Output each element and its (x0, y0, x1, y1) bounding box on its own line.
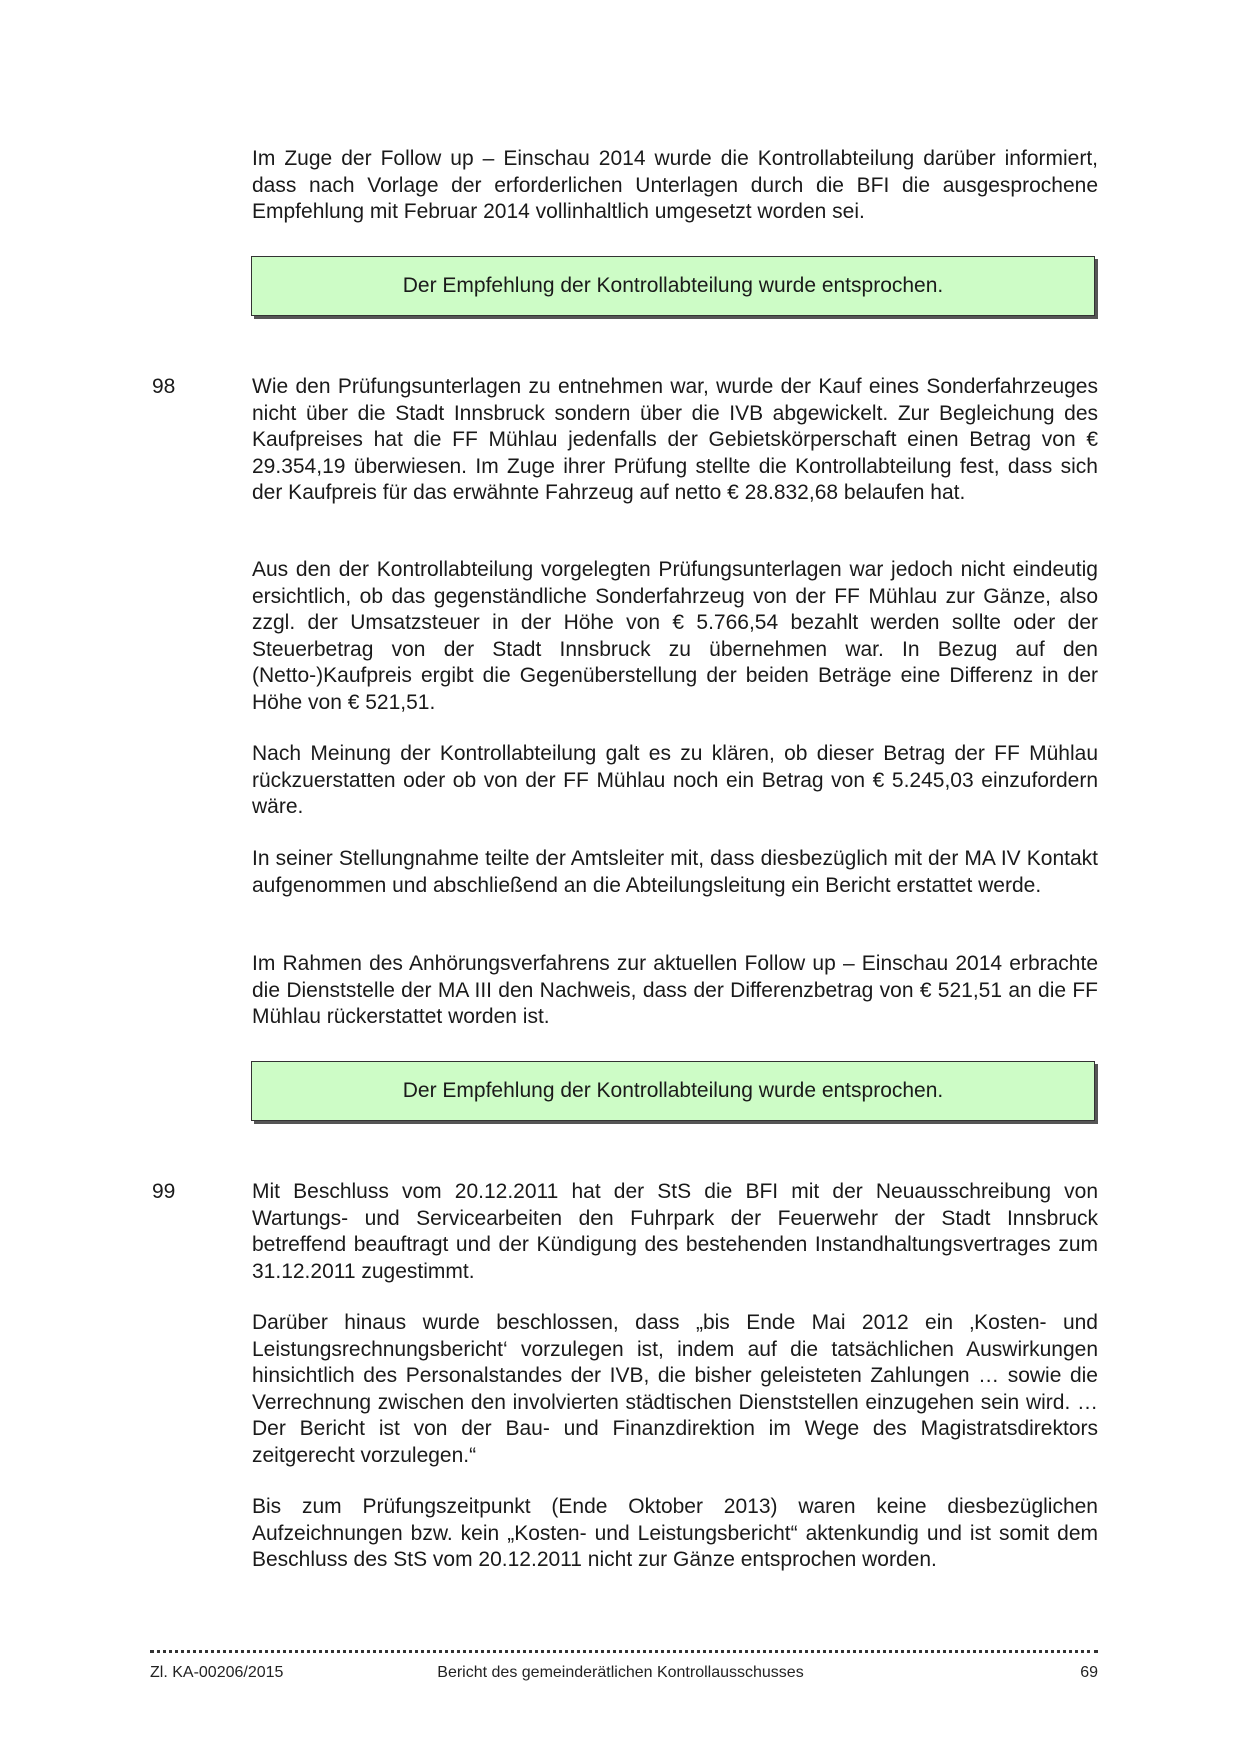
recommendation-box-text: Der Empfehlung der Kontrollabteilung wurde entsprochen. (402, 274, 944, 297)
paragraph-98-3: Nach Meinung der Kontrollabteilung galt es zu klären, ob dieser Betrag der FF Mühlau rückzuerstatten oder ob von der FF Mühlau noch ein Betrag von € 5.245,03 einzufordern wäre. (252, 742, 1098, 818)
recommendation-fulfilled-box (251, 1061, 1095, 1121)
recommendation-box-text: Der Empfehlung der Kontrollabteilung wurde entsprochen. (402, 1079, 944, 1102)
paragraph-99-2: Darüber hinaus wurde beschlossen, dass „bis Ende Mai 2012 ein ‚Kosten- und Leistungsrechnungsbericht‘ vorzulegen ist, indem auf die tatsächlichen Auswirkungen hinsichtlich des Personalstandes der IVB, die bisher geleisteten Zahlungen … sowie die Verrechnung zwischen den involvierten städtischen Dienststellen einzugehen sein wird. … Der Bericht ist von der Bau- und Finanzdirektion im Wege des Magistratsdirektors zeitgerecht vorzulegen.“ (252, 1311, 1098, 1467)
recommendation-fulfilled-box (251, 256, 1095, 316)
paragraph-98-1: Wie den Prüfungsunterlagen zu entnehmen war, wurde der Kauf eines Sonderfahrzeuges nicht über die Stadt Innsbruck sondern über die IVB abgewickelt. Zur Begleichung des Kaufpreises hat die FF Mühlau jedenfalls der Gebietskörperschaft einen Betrag von € 29.354,19 überwiesen. Im Zuge ihrer Prüfung stellte die Kontrollabteilung fest, dass sich der Kaufpreis für das erwähnte Fahrzeug auf netto € 28.832,68 belaufen hat. (252, 375, 1098, 504)
footer-reference: Zl. KA-00206/2015 (150, 1664, 284, 1681)
paragraph-98-2: Aus den der Kontrollabteilung vorgelegten Prüfungsunterlagen war jedoch nicht eindeutig ersichtlich, ob das gegenständliche Sonderfahrzeug von der FF Mühlau zur Gänze, also zzgl. der Umsatzsteuer in der Höhe von € 5.766,54 bezahlt werden sollte oder der Steuerbetrag von der Stadt Innsbruck zu übernehmen war. In Bezug auf den (Netto-)Kaufpreis ergibt die Gegenüberstellung der beiden Beträge eine Differenz in der Höhe von € 521,51. (252, 558, 1098, 714)
page-number: 69 (1080, 1664, 1098, 1681)
section-number: 98 (152, 375, 176, 398)
paragraph-99-1: Mit Beschluss vom 20.12.2011 hat der StS die BFI mit der Neuausschreibung von Wartungs- und Servicearbeiten den Fuhrpark der Feuerwehr der Stadt Innsbruck betreffend beauftragt und der Kündigung des bestehenden Instandhaltungsvertrages zum 31.12.2011 zugestimmt. (252, 1180, 1098, 1283)
footer-title: Bericht des gemeinderätlichen Kontrollausschusses (437, 1664, 804, 1681)
section-number: 99 (152, 1180, 176, 1203)
paragraph-98-4: In seiner Stellungnahme teilte der Amtsleiter mit, dass diesbezüglich mit der MA IV Kontakt aufgenommen und abschließend an die Abteilungsleitung ein Bericht erstattet werde. (252, 847, 1098, 897)
paragraph-99-3: Bis zum Prüfungszeitpunkt (Ende Oktober 2013) waren keine diesbezüglichen Aufzeichnungen bzw. kein „Kosten- und Leistungsbericht“ aktenkundig und ist somit dem Beschluss des StS vom 20.12.2011 nicht zur Gänze entsprochen worden. (252, 1495, 1098, 1571)
footer-divider (150, 1650, 1098, 1653)
paragraph-intro: Im Zuge der Follow up – Einschau 2014 wurde die Kontrollabteilung darüber informiert, dass nach Vorlage der erforderlichen Unterlagen durch die BFI die ausgesprochene Empfehlung mit Februar 2014 vollinhaltlich umgesetzt worden sei. (252, 147, 1098, 223)
paragraph-98-5: Im Rahmen des Anhörungsverfahrens zur aktuellen Follow up – Einschau 2014 erbrachte die Dienststelle der MA III den Nachweis, dass der Differenzbetrag von € 521,51 an die FF Mühlau rückerstattet worden ist. (252, 952, 1098, 1028)
